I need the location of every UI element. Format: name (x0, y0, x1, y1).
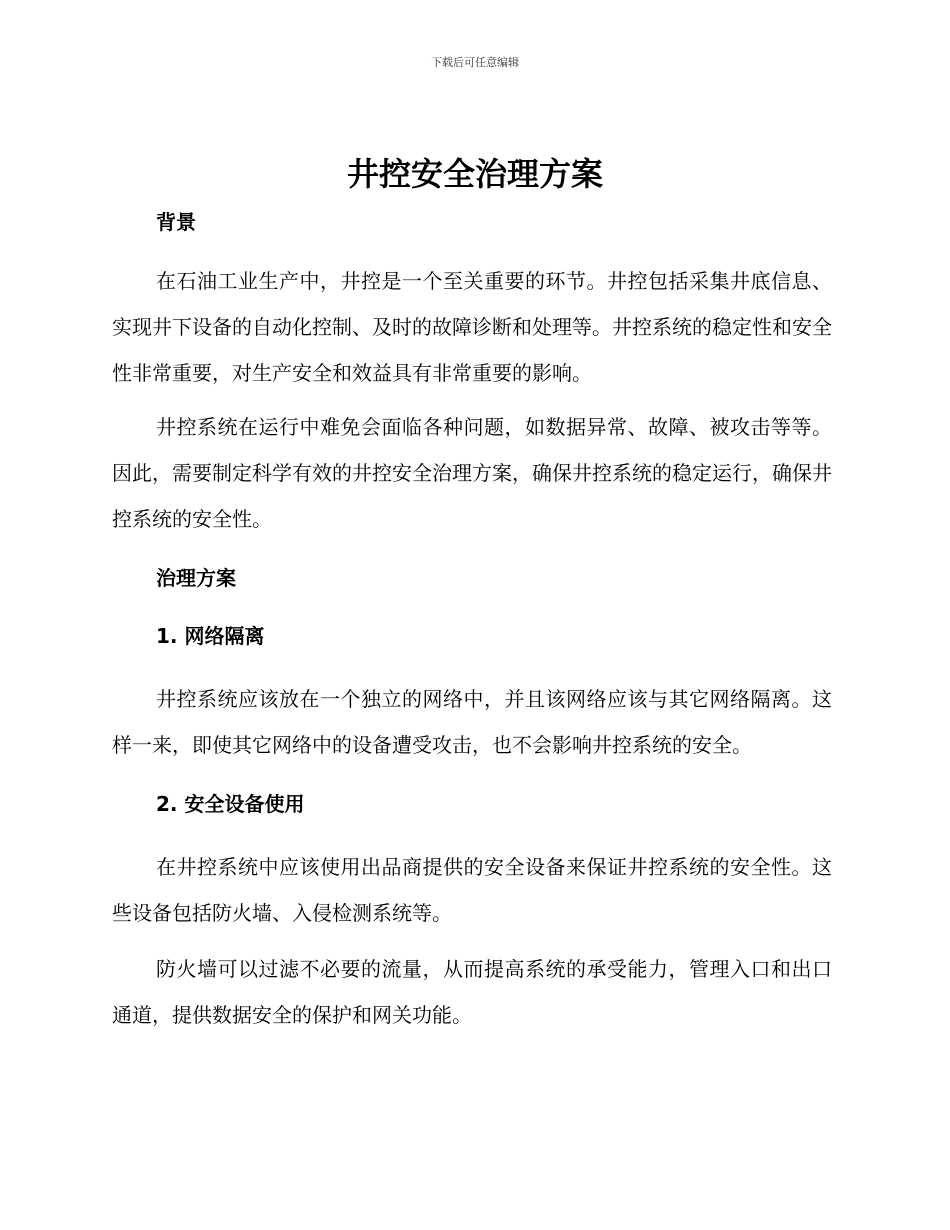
section-heading-security-devices: 2. 安全设备使用 (156, 792, 305, 816)
section-heading-background: 背景 (156, 210, 196, 234)
header-note: 下载后可任意编辑 (431, 56, 519, 69)
paragraph-background-2: 井控系统在运行中难免会面临各种问题，如数据异常、故障、被攻击等等。因此，需要制定科学有效的井控安全治理方案，确保井控系统的稳定运行，确保井控系统的安全性。 (112, 415, 832, 531)
document-body (112, 204, 832, 1038)
section-heading-plan: 治理方案 (156, 566, 236, 590)
section-heading-network-isolation: 1. 网络隔离 (156, 624, 265, 648)
document-title: 井控安全治理方案 (346, 155, 603, 193)
paragraph-security-devices-1: 在井控系统中应该使用出品商提供的安全设备来保证井控系统的安全性。这些设备包括防火墙、入侵检测系统等。 (112, 855, 832, 925)
paragraph-background-1: 在石油工业生产中，井控是一个至关重要的环节。井控包括采集井底信息、实现井下设备的自动化控制、及时的故障诊断和处理等。井控系统的稳定性和安全性非常重要，对生产安全和效益具有非常重要的影响。 (112, 269, 832, 385)
paragraph-network-isolation: 井控系统应该放在一个独立的网络中，并且该网络应该与其它网络隔离。这样一来，即使其它网络中的设备遭受攻击，也不会影响井控系统的安全。 (112, 687, 832, 757)
paragraph-security-devices-2: 防火墙可以过滤不必要的流量，从而提高系统的承受能力，管理入口和出口通道，提供数据安全的保护和网关功能。 (112, 957, 832, 1027)
